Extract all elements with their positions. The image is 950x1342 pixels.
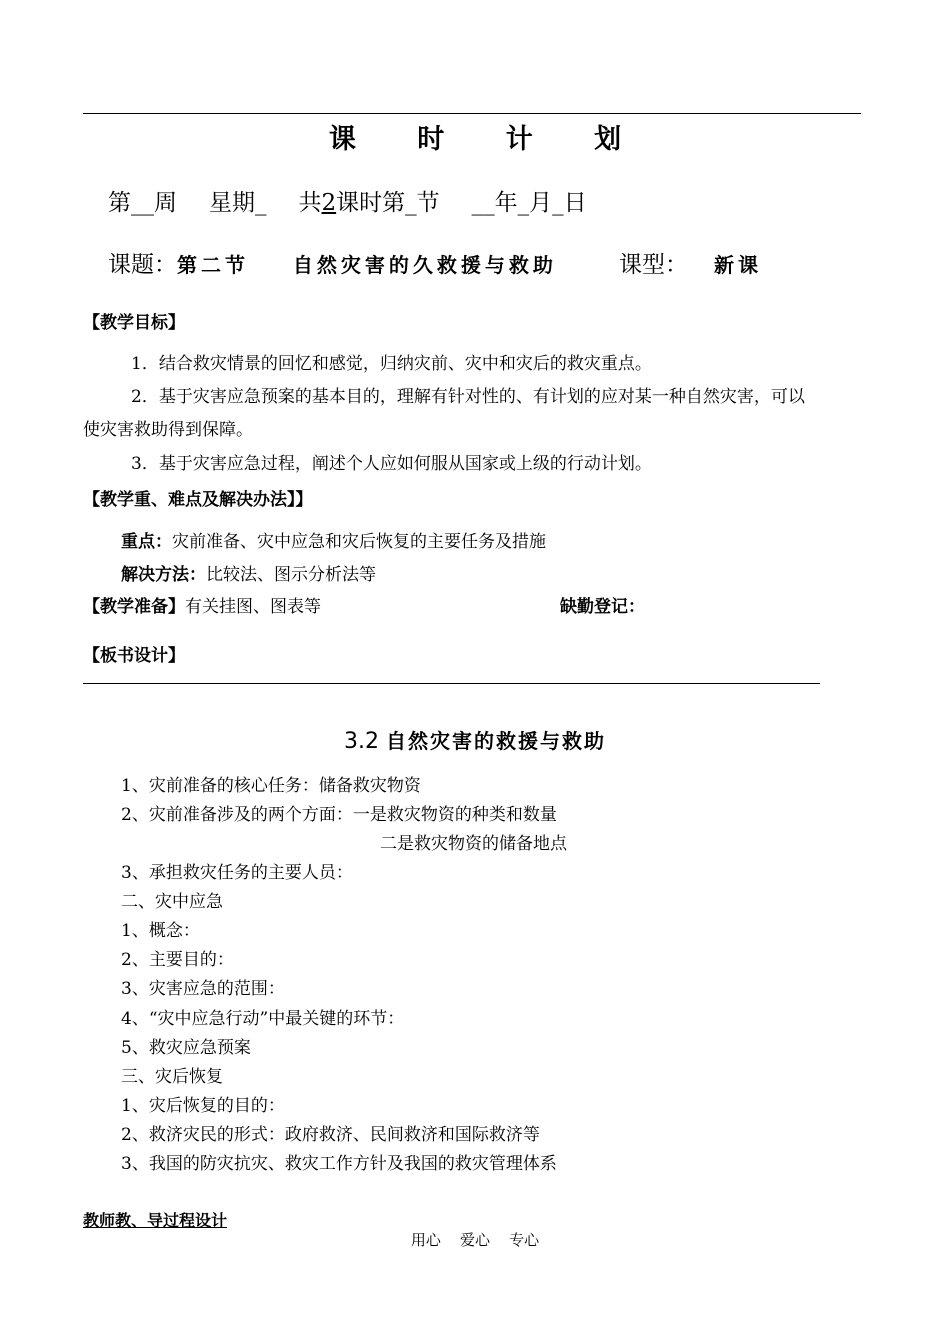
objective-item-2: 2．基于灾害应急预案的基本目的，理解有针对性的、有计划的应对某一种自然灾害，可以 [131, 387, 805, 407]
board-line-5: 二、灾中应急 [121, 892, 223, 912]
preparation-heading: 【教学准备】 [83, 597, 185, 617]
method-line [121, 558, 376, 592]
meta-week: 第__周 [108, 190, 177, 216]
board-title-text: 自然灾害的救援与救助 [386, 729, 606, 753]
method-value: 比较法、图示分析法等 [206, 565, 376, 585]
meta-weekday: 星期_ [209, 190, 267, 216]
board-line-10: 5、救灾应急预案 [121, 1038, 251, 1058]
meta-total-prefix: 共 [298, 190, 322, 216]
lesson-meta [108, 184, 587, 217]
board-line-11: 三、灾后恢复 [121, 1067, 223, 1087]
method-label: 解决方法： [121, 565, 206, 585]
top-rule [83, 113, 861, 114]
meta-total-suffix: 课时第_节 [336, 190, 440, 216]
page-footer: 用心 爱心 专心 [410, 1231, 540, 1249]
type-label: 课型： [619, 252, 688, 278]
board-line-3: 二是救灾物资的储备地点 [380, 834, 567, 854]
board-line-9: 4、“灾中应急行动”中最关键的环节： [121, 1009, 405, 1029]
type-value: 新课 [714, 253, 762, 277]
board-line-1: 1、灾前准备的核心任务：储备救灾物资 [121, 776, 421, 796]
focus-label: 重点： [121, 532, 172, 552]
subject-label: 课题： [108, 252, 177, 278]
objective-item-1: 1．结合救灾情景的回忆和感觉，归纳灾前、灾中和灾后的救灾重点。 [131, 354, 652, 374]
board-line-13: 2、救济灾民的形式：政府救济、民间救济和国际救济等 [121, 1125, 540, 1145]
board-line-2: 2、灾前准备涉及的两个方面：一是救灾物资的种类和数量 [121, 805, 557, 825]
board-line-12: 1、灾后恢复的目的： [121, 1096, 285, 1116]
board-rule [83, 683, 820, 684]
subject-line [108, 246, 557, 279]
board-line-6: 1、概念： [121, 921, 200, 941]
board-title [0, 725, 950, 754]
type-line [619, 246, 762, 279]
focus-value: 灾前准备、灾中应急和灾后恢复的主要任务及措施 [172, 532, 546, 552]
objective-item-3: 3．基于灾害应急过程，阐述个人应如何服从国家或上级的行动计划。 [131, 454, 652, 474]
subject-value: 第二节 自然灾害的久救援与救助 [177, 253, 557, 277]
preparation-value: 有关挂图、图表等 [185, 597, 321, 617]
meta-date: __年_月_日 [471, 190, 587, 216]
focus-line [121, 525, 546, 559]
page-title: 课 时 计 划 [328, 124, 648, 155]
board-line-8: 3、灾害应急的范围： [121, 979, 285, 999]
board-line-7: 2、主要目的： [121, 950, 234, 970]
board-heading: 【板书设计】 [83, 646, 185, 666]
board-title-number: 3.2 [344, 729, 379, 754]
board-line-14: 3、我国的防灾抗灾、救灾工作方针及我国的救灾管理体系 [121, 1154, 557, 1174]
keypoints-heading: 【教学重、难点及解决办法】】 [83, 490, 313, 510]
absence-label: 缺勤登记： [560, 597, 645, 617]
objectives-heading: 【教学目标】 [83, 313, 185, 333]
process-heading: 教师教、导过程设计 [83, 1211, 228, 1230]
preparation-line [83, 590, 321, 624]
meta-total-value: 2 [321, 190, 337, 216]
objective-item-2-cont: 使灾害救助得到保障。 [83, 420, 253, 440]
board-line-4: 3、承担救灾任务的主要人员： [121, 863, 353, 883]
